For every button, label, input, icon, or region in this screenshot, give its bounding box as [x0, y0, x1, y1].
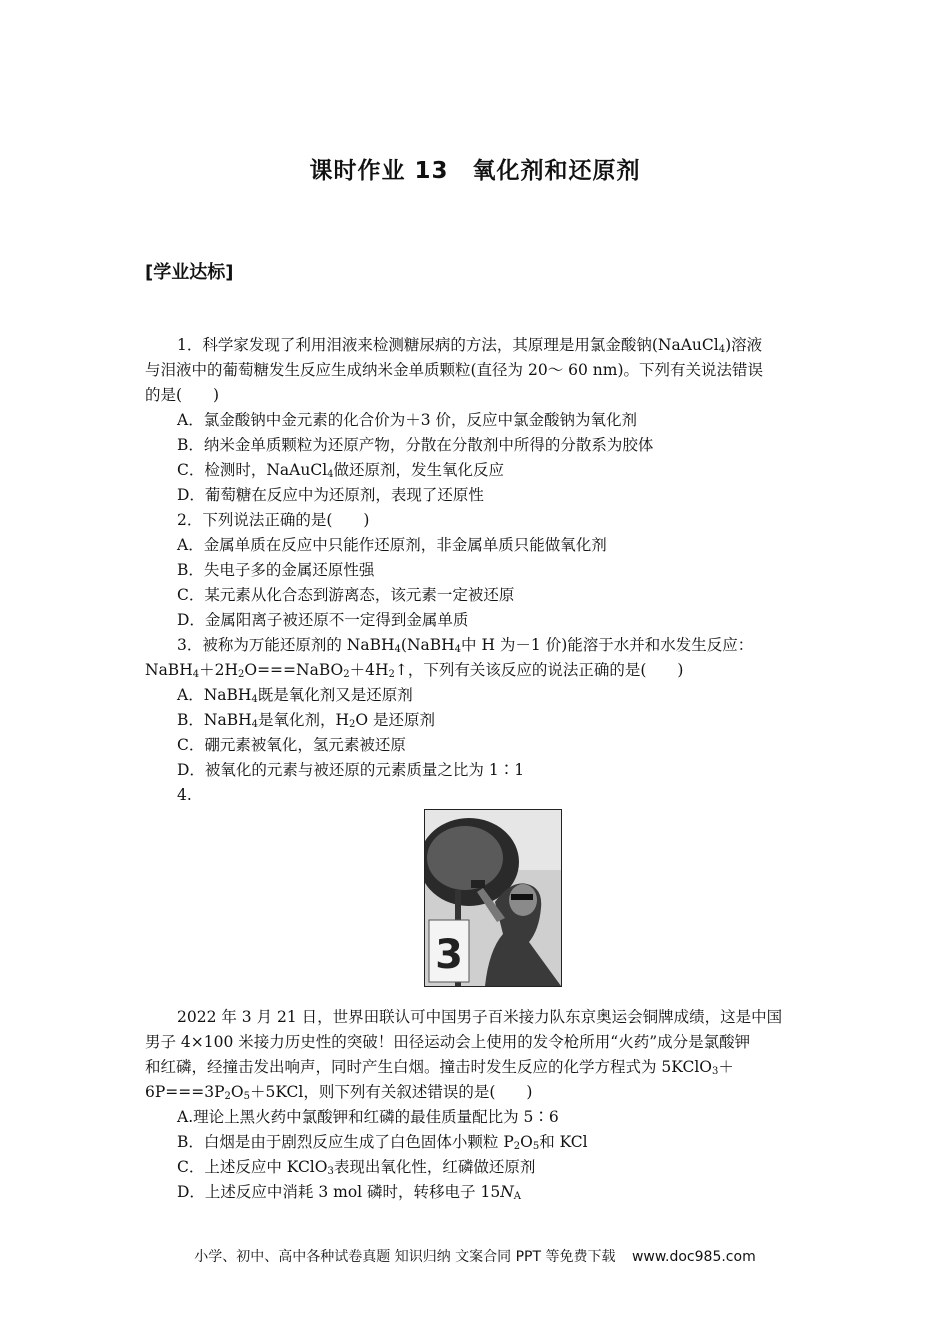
q4-stem-line3: 和红磷，经撞击发出响声，同时产生白烟。撞击时发生反应的化学方程式为 5KClO$_3$＋: [145, 1058, 734, 1077]
q2-option-d: D．金属阳离子被还原不一定得到金属单质: [177, 611, 469, 629]
q4-stem-line2: 男子 4×100 米接力历史性的突破！田径运动会上使用的发令枪所用“火药”成分是氯酸钾: [145, 1033, 751, 1051]
q1-option-d: D．葡萄糖在反应中为还原剂，表现了还原性: [177, 486, 484, 504]
q2-stem: 2．下列说法正确的是( ): [177, 511, 370, 529]
q2-option-a: A．金属单质在反应中只能作还原剂，非金属单质只能做氧化剂: [177, 536, 607, 554]
q1-stem-line1: 1．科学家发现了利用泪液来检测糖尿病的方法，其原理是用氯金酸钠(NaAuCl$_4$)溶液: [177, 336, 763, 355]
q3-option-d: D．被氧化的元素与被还原的元素质量之比为 1∶1: [177, 761, 525, 779]
q1-option-b: B．纳米金单质颗粒为还原产物，分散在分散剂中所得的分散系为胶体: [177, 436, 654, 454]
q1-stem-line3: 的是( ): [145, 386, 220, 404]
section-heading: [学业达标]: [145, 262, 234, 283]
q4-option-c: C．上述反应中 KClO$_3$表现出氧化性，红磷做还原剂: [177, 1158, 536, 1177]
starter-pistol-photo: [424, 809, 562, 987]
photo-illustration: [425, 810, 561, 986]
q3-option-c: C．硼元素被氧化，氢元素被还原: [177, 736, 406, 754]
q4-stem-line1: 2022 年 3 月 21 日，世界田联认可中国男子百米接力队东京奥运会铜牌成绩，这是中国: [177, 1008, 783, 1026]
q1-option-a: A．氯金酸钠中金元素的化合价为＋3 价，反应中氯金酸钠为氧化剂: [177, 411, 637, 429]
footer-url[interactable]: www.doc985.com: [631, 1249, 756, 1265]
q4-option-a: A.理论上黑火药中氯酸钾和红磷的最佳质量配比为 5∶6: [177, 1108, 559, 1126]
q4-option-b: B．白烟是由于剧烈反应生成了白色固体小颗粒 $P_2O_5$和 KCl: [177, 1133, 588, 1152]
page-title: 课时作业 13 氧化剂和还原剂: [309, 158, 641, 184]
footer-text: 小学、初中、高中各种试卷真题 知识归纳 文案合同 PPT 等免费下载: [194, 1249, 616, 1265]
q3-option-b: B．NaBH$_4$是氧化剂，$H_2O$ 是还原剂: [177, 711, 436, 730]
q2-option-c: C．某元素从化合态到游离态，该元素一定被还原: [177, 586, 515, 604]
q3-stem-line1: 3．被称为万能还原剂的 NaBH$_4$(NaBH$_4$中 H 为－1 价)能溶于水并和水发生反应：: [177, 636, 754, 655]
q4-number: 4.: [177, 786, 192, 804]
q3-option-a: A．NaBH$_4$既是氧化剂又是还原剂: [177, 686, 413, 705]
q1-option-c: C．检测时，NaAuCl$_4$做还原剂，发生氧化反应: [177, 461, 505, 480]
photo-number: 3: [435, 932, 463, 978]
q1-stem-line2: 与泪液中的葡萄糖发生反应生成纳米金单质颗粒(直径为 20～ 60 nm)。下列有关说法错误: [145, 361, 764, 379]
q4-stem-line4: $6P===3P_2O_5+5KCl$，则下列有关叙述错误的是( ): [145, 1083, 533, 1102]
q2-option-b: B．失电子多的金属还原性强: [177, 561, 375, 579]
q4-option-d: D．上述反应中消耗 3 mol 磷时，转移电子 $15N_A$: [177, 1183, 522, 1202]
q3-stem-line2: $NaBH_4+2H_2O===NaBO_2+4H_2↑$，下列有关该反应的说法正确的是( ): [145, 661, 684, 680]
footer: [0, 1246, 950, 1266]
